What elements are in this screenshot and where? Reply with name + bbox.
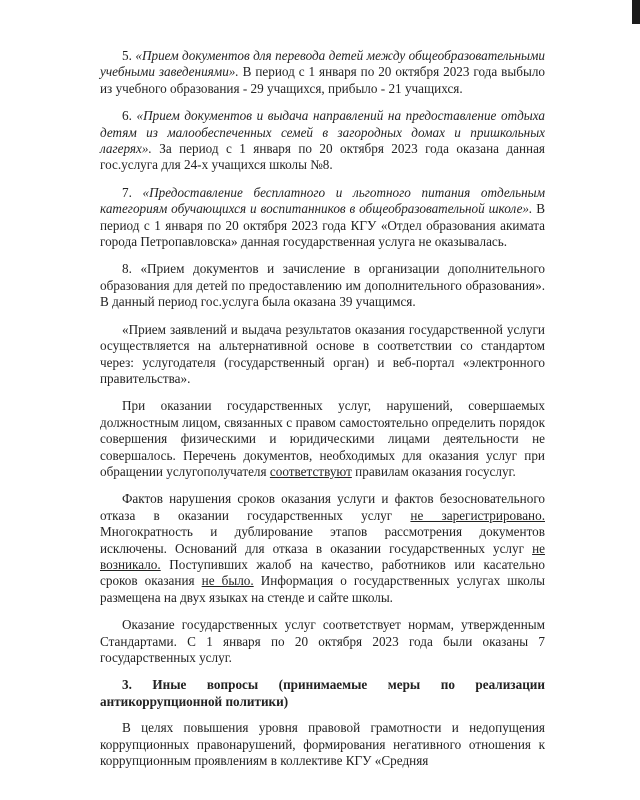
- item-6-text: За период с 1 января по 20 октября 2023 года оказана данная гос.услуга для 24-х учащихся школы №8.: [100, 141, 545, 173]
- item-8-paragraph: 8. «Прием документов и зачисление в организации дополнительного образования для детей по предоставлению им дополнительного образования». В данный период гос.услуга была оказана 39 учащимся.: [100, 261, 545, 310]
- facts-underlined-1: не зарегистрировано.: [410, 507, 545, 523]
- item-7-number: 7.: [122, 184, 132, 200]
- violations-paragraph: [100, 398, 545, 480]
- standard-paragraph: «Прием заявлений и выдача результатов оказания государственной услуги осуществляется на альтернативной основе в соответствии со стандартом через: услугодателя (государственный орган) и веб-портал «электронного правительства».: [100, 321, 545, 386]
- item-7-text: В период с 1 января по 20 октября 2023 года КГУ «Отдел образования акимата города Петропавловска» данная государственная услуга не оказывалась.: [100, 201, 546, 250]
- document-body: [100, 48, 545, 780]
- scan-edge-mark: [632, 0, 640, 24]
- violations-text-after: правилам оказания госуслуг.: [351, 463, 516, 479]
- violations-text-before: При оказании государственных услуг, нарушений, совершаемых должностным лицом, связанных с правом самостоятельно определить порядок совершения физическими и юридическими лицами деятельности не совершалось. Перечень документов, необходимых для оказания услуг при обращении услугополучателя: [100, 398, 545, 479]
- item-7-paragraph: [100, 185, 545, 251]
- facts-paragraph: [100, 491, 545, 606]
- facts-part-2: Многократность и дублирование этапов рассмотрения документов исключены. Оснований для отказа в оказании государственных услуг: [100, 524, 545, 556]
- norms-paragraph: Оказание государственных услуг соответствует нормам, утвержденным Стандартами. С 1 января по 20 октября 2023 года были оказаны 7 государственных услуг.: [100, 617, 545, 665]
- facts-part-1: Фактов нарушения сроков оказания услуги и фактов безосновательного отказа в оказании государственных услуг: [100, 491, 545, 523]
- item-6-number: 6.: [122, 108, 132, 124]
- section-3-heading: 3. Иные вопросы (принимаемые меры по реализации антикоррупционной политики): [100, 677, 545, 709]
- item-5-paragraph: [100, 48, 545, 97]
- item-6-paragraph: [100, 108, 545, 174]
- item-5-number: 5.: [122, 48, 132, 63]
- item-5-title: «Прием документов для перевода детей между общеобразовательными учебными заведениями».: [100, 48, 545, 80]
- item-7-title: «Предоставление бесплатного и льготного питания отдельным категориям обучающихся и воспитанников в общеобразовательной школе».: [100, 184, 545, 217]
- anticorruption-paragraph: В целях повышения уровня правовой грамотности и недопущения коррупционных правонарушений, формирования негативного отношения к коррупционным проявлениям в коллективе КГУ «Средняя: [100, 720, 545, 769]
- item-6-title: «Прием документов и выдача направлений на предоставление отдыха детям из малообеспеченных семей в загородных домах и пришкольных лагерях».: [100, 108, 545, 157]
- facts-part-4: Информация о государственных услугах школы размещена на двух языках на стенде и сайте школы.: [100, 573, 546, 605]
- facts-underlined-2: не возникало.: [100, 540, 545, 572]
- facts-underlined-3: не было.: [201, 573, 254, 589]
- facts-part-3: Поступивших жалоб на качество, работников или касательно сроков оказания: [100, 556, 545, 589]
- item-5-text: В период с 1 января по 20 октября 2023 года выбыло из учебного образования - 29 учащихся, прибыло - 21 учащихся.: [100, 64, 545, 96]
- violations-underlined: соответствуют: [269, 463, 352, 479]
